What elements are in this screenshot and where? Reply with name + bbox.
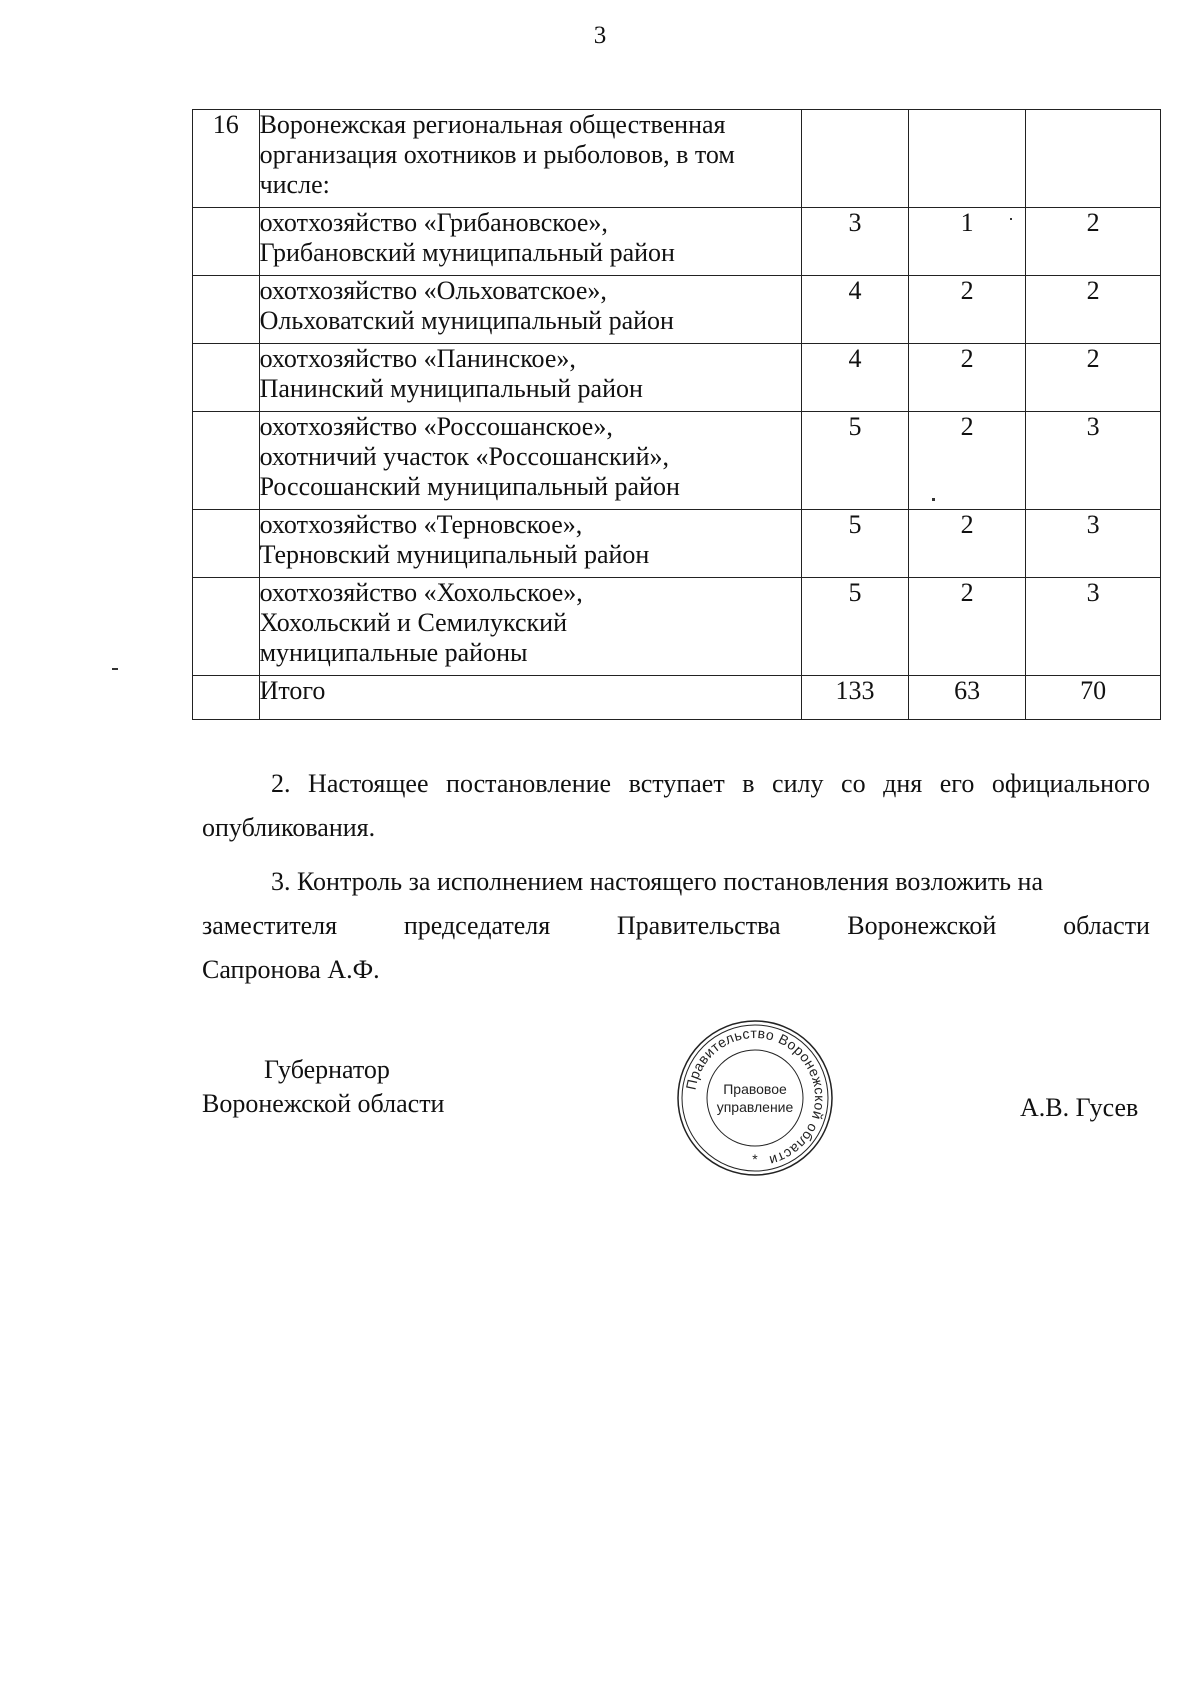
p3-word: области (1063, 911, 1150, 940)
cell-name-line: числе: (259, 170, 330, 199)
cell-name-line: охотхозяйство «Россошанское», (259, 412, 613, 441)
table-row (193, 276, 1161, 344)
cell-value-v2: 2 (909, 344, 1026, 412)
stamp-inner-line-1: Правовое (723, 1081, 787, 1097)
cell-value-v2: 63 (909, 676, 1026, 720)
paragraph-3-line-3: Сапронова А.Ф. (202, 955, 380, 984)
cell-value-v3 (1026, 110, 1161, 208)
cell-name (259, 344, 801, 412)
p3-word: Правительства (616, 911, 781, 940)
cell-number (193, 208, 260, 276)
cell-value-v1: 5 (801, 510, 908, 578)
cell-value-v1 (801, 110, 908, 208)
page-number: 3 (593, 22, 607, 49)
paragraph-3-line-1 (202, 860, 1150, 904)
p3-word: заместителя (202, 911, 338, 940)
cell-name (259, 208, 801, 276)
paragraph-2-text: 2. Настоящее постановление вступает в силу со дня его официального опубликования. (202, 769, 1150, 842)
paragraph-3-line-2 (202, 904, 1150, 948)
cell-name-line: организация охотников и рыболовов, в том (259, 140, 735, 169)
cell-name-line: Панинский муниципальный район (259, 374, 643, 403)
p3-word: председателя (403, 911, 551, 940)
table-row (193, 676, 1161, 720)
cell-name-line: Воронежская региональная общественная (259, 110, 726, 139)
cell-name-line: охотничий участок «Россошанский», (259, 442, 669, 471)
cell-value-v3: 70 (1026, 676, 1161, 720)
cell-value-v1: 3 (801, 208, 908, 276)
cell-number (193, 510, 260, 578)
cell-number: 16 (193, 110, 260, 208)
cell-name (259, 276, 801, 344)
cell-name-line: охотхозяйство «Ольховатское», (259, 276, 607, 305)
cell-number (193, 344, 260, 412)
table-row (193, 208, 1161, 276)
cell-name (259, 110, 801, 208)
cell-value-v2 (909, 110, 1026, 208)
stamp-inner-ring (707, 1050, 803, 1146)
stamp-inner-line-2: управление (716, 1099, 794, 1115)
cell-value-v1: 4 (801, 276, 908, 344)
cell-value-v3: 3 (1026, 412, 1161, 510)
stamp-ring-text-path: Правительство Воронежской области (682, 1024, 829, 1170)
cell-name (259, 412, 801, 510)
table-row (193, 110, 1161, 208)
signatory-name: А.В. Гусев (1020, 1093, 1139, 1122)
cell-name-line: Грибановский муниципальный район (259, 238, 675, 267)
cell-number (193, 578, 260, 676)
cell-value-v2: 2 (909, 578, 1026, 676)
cell-name-line: Россошанский муниципальный район (259, 472, 680, 501)
cell-name (259, 676, 801, 720)
scan-speck (1010, 218, 1012, 220)
cell-name-line: охотхозяйство «Хохольское», (259, 578, 583, 607)
cell-value-v3: 2 (1026, 208, 1161, 276)
cell-value-v3: 2 (1026, 276, 1161, 344)
data-table (192, 109, 1161, 720)
table-row (193, 510, 1161, 578)
cell-name-line: Терновский муниципальный район (259, 540, 650, 569)
cell-value-v3: 2 (1026, 344, 1161, 412)
cell-value-v2: 1 (909, 208, 1026, 276)
table-row (193, 412, 1161, 510)
official-seal-stamp (675, 1018, 835, 1178)
signatory-title-line-1: Губернатор (264, 1055, 390, 1084)
cell-value-v2: 2 (909, 276, 1026, 344)
table-row (193, 578, 1161, 676)
stamp-star: * (752, 1151, 758, 1167)
cell-name (259, 578, 801, 676)
scan-speck (112, 668, 118, 670)
stamp-ring-text (683, 1025, 828, 1169)
cell-name-line: Хохольский и Семилукский (259, 608, 567, 637)
cell-name-line: охотхозяйство «Панинское», (259, 344, 576, 373)
cell-name-line: охотхозяйство «Грибановское», (259, 208, 608, 237)
signatory-title-line-2: Воронежской области (202, 1089, 445, 1118)
cell-name-line: Ольховатский муниципальный район (259, 306, 674, 335)
cell-value-v2: 2 (909, 510, 1026, 578)
cell-value-v1: 133 (801, 676, 908, 720)
cell-name-line: Итого (259, 676, 326, 705)
cell-value-v1: 5 (801, 578, 908, 676)
paragraph-2 (202, 762, 1150, 850)
cell-value-v3: 3 (1026, 578, 1161, 676)
cell-name (259, 510, 801, 578)
paragraph-3-text-1: 3. Контроль за исполнением настоящего постановления возложить на (271, 867, 1043, 896)
table-row (193, 344, 1161, 412)
cell-number (193, 676, 260, 720)
cell-number (193, 412, 260, 510)
cell-number (193, 276, 260, 344)
scan-speck (932, 498, 935, 501)
cell-value-v1: 5 (801, 412, 908, 510)
p3-word: Воронежской (847, 911, 997, 940)
cell-name-line: охотхозяйство «Терновское», (259, 510, 583, 539)
cell-value-v2: 2 (909, 412, 1026, 510)
cell-value-v1: 4 (801, 344, 908, 412)
cell-name-line: муниципальные районы (259, 638, 528, 667)
cell-value-v3: 3 (1026, 510, 1161, 578)
table-body (193, 110, 1161, 720)
